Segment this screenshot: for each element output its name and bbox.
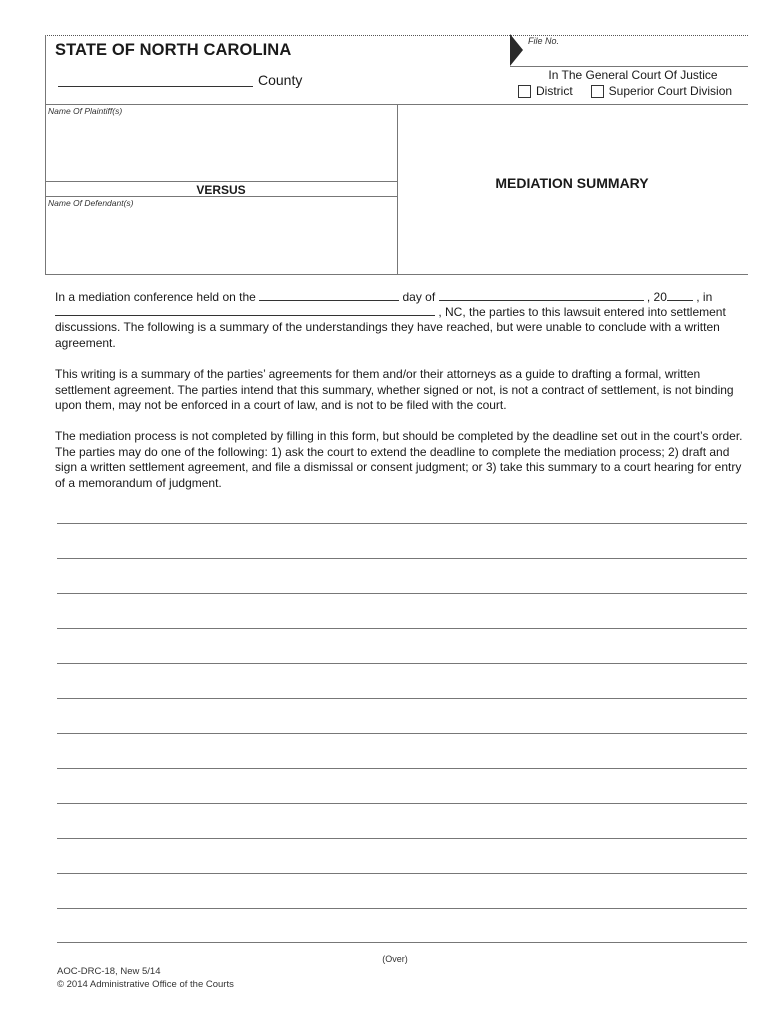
month-blank[interactable] xyxy=(439,289,644,301)
summary-line[interactable] xyxy=(57,523,747,524)
form-left-border xyxy=(45,35,46,275)
summary-line[interactable] xyxy=(57,908,747,909)
file-no-label: File No. xyxy=(528,36,560,46)
superior-option[interactable] xyxy=(591,84,732,98)
intro-text-nc: , NC, the parties to this lawsuit entered into settlement xyxy=(438,305,726,319)
district-checkbox[interactable] xyxy=(518,85,531,98)
district-label: District xyxy=(536,84,573,98)
intro-text-in: , in xyxy=(696,290,713,304)
summary-line[interactable] xyxy=(57,942,747,943)
caption-bottom-border xyxy=(45,274,748,275)
summary-line[interactable] xyxy=(57,698,747,699)
intro-paragraph-2: This writing is a summary of the parties’ agreements for them and/or their attorneys as a guide to drafting a formal, written settlement agreement. The parties intend that this summary, whether signed or not, is not a contract of settlement, is not binding upon them, may not be enforced in a court of law, and is not to be filed with the court. xyxy=(55,367,734,412)
versus-top-rule xyxy=(45,181,397,182)
summary-line[interactable] xyxy=(57,768,747,769)
plaintiff-label: Name Of Plaintiff(s) xyxy=(48,106,123,116)
court-division-options xyxy=(518,84,732,98)
state-heading: STATE OF NORTH CAROLINA xyxy=(55,41,292,59)
year-blank[interactable] xyxy=(667,289,693,301)
defendant-label: Name Of Defendant(s) xyxy=(48,198,134,208)
form-id: AOC-DRC-18, New 5/14 xyxy=(57,966,161,977)
intro-paragraph-1-rest: discussions. The following is a summary of the understandings they have reached, but were unable to conclude with a written agreement. xyxy=(55,320,720,350)
intro-text-held-on: In a mediation conference held on the xyxy=(55,290,256,304)
form-title: MEDIATION SUMMARY xyxy=(495,175,649,191)
summary-line[interactable] xyxy=(57,803,747,804)
superior-label: Superior Court Division xyxy=(608,84,733,98)
county-input-line[interactable] xyxy=(58,86,253,87)
intro-line-2 xyxy=(55,304,748,319)
intro-text-year-prefix: , 20 xyxy=(646,290,667,304)
form-top-border xyxy=(45,35,748,36)
file-no-arrow-icon xyxy=(510,34,523,66)
summary-line[interactable] xyxy=(57,628,747,629)
district-option[interactable] xyxy=(518,84,573,98)
location-blank[interactable] xyxy=(55,304,435,316)
intro-line-1 xyxy=(55,289,748,304)
day-blank[interactable] xyxy=(259,289,399,301)
summary-line[interactable] xyxy=(57,663,747,664)
file-no-input-line[interactable] xyxy=(510,66,748,67)
summary-line[interactable] xyxy=(57,733,747,734)
summary-line[interactable] xyxy=(57,838,747,839)
intro-paragraph-3: The mediation process is not completed by filling in this form, but should be completed by the deadline set out in the court’s order. The parties may do one of the following: 1) ask the court to extend the deadline to complete the mediation process; 2) draft and sign a written settlement agreement, and file a dismissal or consent judgment; or 3) take this summary to a court hearing for entry of a memorandum of judgment. xyxy=(55,429,743,490)
summary-line[interactable] xyxy=(57,558,747,559)
versus-label: VERSUS xyxy=(196,183,246,197)
county-label: County xyxy=(258,72,303,88)
superior-checkbox[interactable] xyxy=(591,85,604,98)
over-indicator: (Over) xyxy=(382,954,408,964)
intro-text-day-of: day of xyxy=(402,290,436,304)
summary-line[interactable] xyxy=(57,873,747,874)
copyright: © 2014 Administrative Office of the Courts xyxy=(57,979,234,990)
court-name: In The General Court Of Justice xyxy=(548,68,718,82)
summary-line[interactable] xyxy=(57,593,747,594)
